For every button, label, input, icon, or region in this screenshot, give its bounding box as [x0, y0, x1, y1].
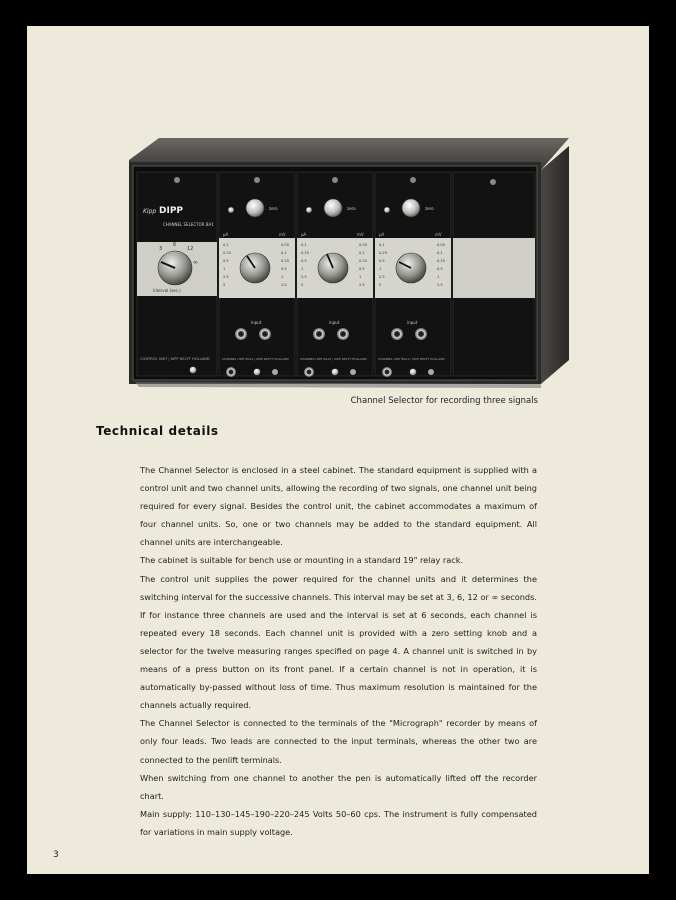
svg-text:zero: zero: [425, 206, 434, 211]
svg-text:0.25: 0.25: [223, 251, 232, 255]
channel-unit-1: [219, 172, 295, 377]
control-footer-label: CONTROL UNIT | KIPP DELFT HOLLAND: [140, 357, 210, 361]
paragraph: The Channel Selector is connected to the terminals of the "Micrograph" recorder by means of only four leads. Two leads are connected to the input terminals, whereas the other two are connected to the penlift terminals.: [140, 718, 537, 765]
svg-text:2.5: 2.5: [379, 275, 385, 279]
svg-text:12: 12: [187, 246, 194, 252]
svg-text:0.1: 0.1: [379, 243, 385, 247]
svg-text:µA: µA: [223, 232, 229, 237]
svg-text:zero: zero: [347, 206, 356, 211]
svg-text:0.5: 0.5: [301, 259, 307, 263]
control-model-label: CHANNEL SELECTOR BA1: [163, 222, 214, 227]
svg-text:1: 1: [223, 267, 226, 271]
zero-label: zero: [269, 206, 278, 211]
paragraph: The control unit supplies the power required for the channel units and it determines the switching interval for the successive channels. This interval may be set at 3, 6, 12 or ∞ seconds. If for instance three channels are used and the interval is set at 6 seconds, each channel is repeated every 18 seconds. Each channel unit is provided with a zero setting knob and a selector for the twelve measuring ranges specified on page 4. A channel unit is switched in by means of a press button on its front panel. If a certain channel is not in operation, it is automatically by-passed without loss of time. Thus maximum resolution is maintained for the channels actually required.: [140, 573, 537, 711]
svg-text:2.5: 2.5: [301, 275, 307, 279]
svg-text:0.25: 0.25: [379, 251, 388, 255]
svg-text:input: input: [407, 320, 418, 325]
svg-text:1: 1: [301, 267, 304, 271]
technical-details-text: [140, 461, 537, 841]
svg-text:mV: mV: [279, 232, 286, 237]
svg-text:µA: µA: [301, 232, 307, 237]
paragraph: The Channel Selector is enclosed in a steel cabinet. The standard equipment is supplied with a control unit and two channel units, allowing the recording of two signals, one channel unit being required for every signal. Besides the control unit, the cabinet accommodates a maximum of four channel units. So, one or two channels may be added to the standard equipment. All channel units are interchangeable.: [140, 465, 537, 548]
channel-selector-photo: [129, 138, 569, 398]
svg-text:6: 6: [173, 242, 177, 248]
svg-text:mV: mV: [435, 232, 442, 237]
svg-text:5: 5: [301, 283, 304, 287]
svg-text:2.5: 2.5: [359, 283, 365, 287]
paragraph: The cabinet is suitable for bench use or mounting in a standard 19" relay rack.: [140, 555, 464, 566]
svg-text:2.5: 2.5: [281, 283, 287, 287]
svg-text:0.25: 0.25: [437, 259, 446, 263]
svg-text:input: input: [329, 320, 340, 325]
blank-panel: [453, 172, 535, 376]
svg-text:0.5: 0.5: [281, 267, 287, 271]
svg-text:2.5: 2.5: [437, 283, 443, 287]
svg-text:0.1: 0.1: [359, 251, 365, 255]
svg-text:0.25: 0.25: [281, 259, 290, 263]
svg-text:0.25: 0.25: [301, 251, 310, 255]
paragraph: Main supply: 110–130–145–190–220–245 Volts 50–60 cps. The instrument is fully compensated for variations in main supply voltage.: [140, 808, 537, 837]
svg-text:0.1: 0.1: [223, 243, 229, 247]
interval-label: interval (sec.): [153, 288, 181, 293]
svg-text:1: 1: [379, 267, 382, 271]
brochure-page: [27, 26, 649, 874]
svg-text:CHANNEL UNIT BA11 | KIPP DELFT: CHANNEL UNIT BA11 | KIPP DELFT HOLLAND: [300, 357, 367, 361]
svg-text:input: input: [251, 320, 262, 325]
svg-text:0.1: 0.1: [301, 243, 307, 247]
svg-text:0.5: 0.5: [359, 267, 365, 271]
section-heading: Technical details: [96, 424, 219, 438]
svg-text:2.5: 2.5: [223, 275, 229, 279]
channel-unit-3: [375, 172, 451, 377]
svg-text:0.1: 0.1: [281, 251, 287, 255]
channel-unit-2: [297, 172, 373, 377]
svg-text:CHANNEL UNIT BA11 | KIPP DELFT: CHANNEL UNIT BA11 | KIPP DELFT HOLLAND: [222, 357, 289, 361]
svg-text:5: 5: [223, 283, 226, 287]
svg-text:1: 1: [437, 275, 440, 279]
svg-text:3: 3: [159, 246, 163, 252]
svg-text:CHANNEL UNIT BA11 | KIPP DELFT: CHANNEL UNIT BA11 | KIPP DELFT HOLLAND: [378, 357, 445, 361]
svg-text:1: 1: [281, 275, 284, 279]
page-number: 3: [53, 850, 59, 860]
svg-text:1: 1: [359, 275, 362, 279]
svg-text:0.05: 0.05: [281, 243, 290, 247]
svg-text:0.5: 0.5: [437, 267, 443, 271]
control-unit: [137, 172, 217, 376]
svg-text:0.5: 0.5: [379, 259, 385, 263]
cabinet-side: [541, 146, 569, 384]
svg-text:0.05: 0.05: [359, 243, 368, 247]
svg-text:0.5: 0.5: [223, 259, 229, 263]
paragraph: When switching from one channel to another the pen is automatically lifted off the recorder chart.: [140, 772, 537, 801]
figure-caption: Channel Selector for recording three signals: [350, 396, 538, 406]
svg-text:0.1: 0.1: [437, 251, 443, 255]
svg-text:mV: mV: [357, 232, 364, 237]
svg-text:Kipp: Kipp: [143, 208, 157, 215]
svg-text:µA: µA: [379, 232, 385, 237]
svg-text:0.25: 0.25: [359, 259, 368, 263]
svg-text:5: 5: [379, 283, 382, 287]
svg-text:0.05: 0.05: [437, 243, 446, 247]
svg-text:∞: ∞: [193, 259, 198, 266]
brand-label: DIPP: [159, 206, 184, 216]
